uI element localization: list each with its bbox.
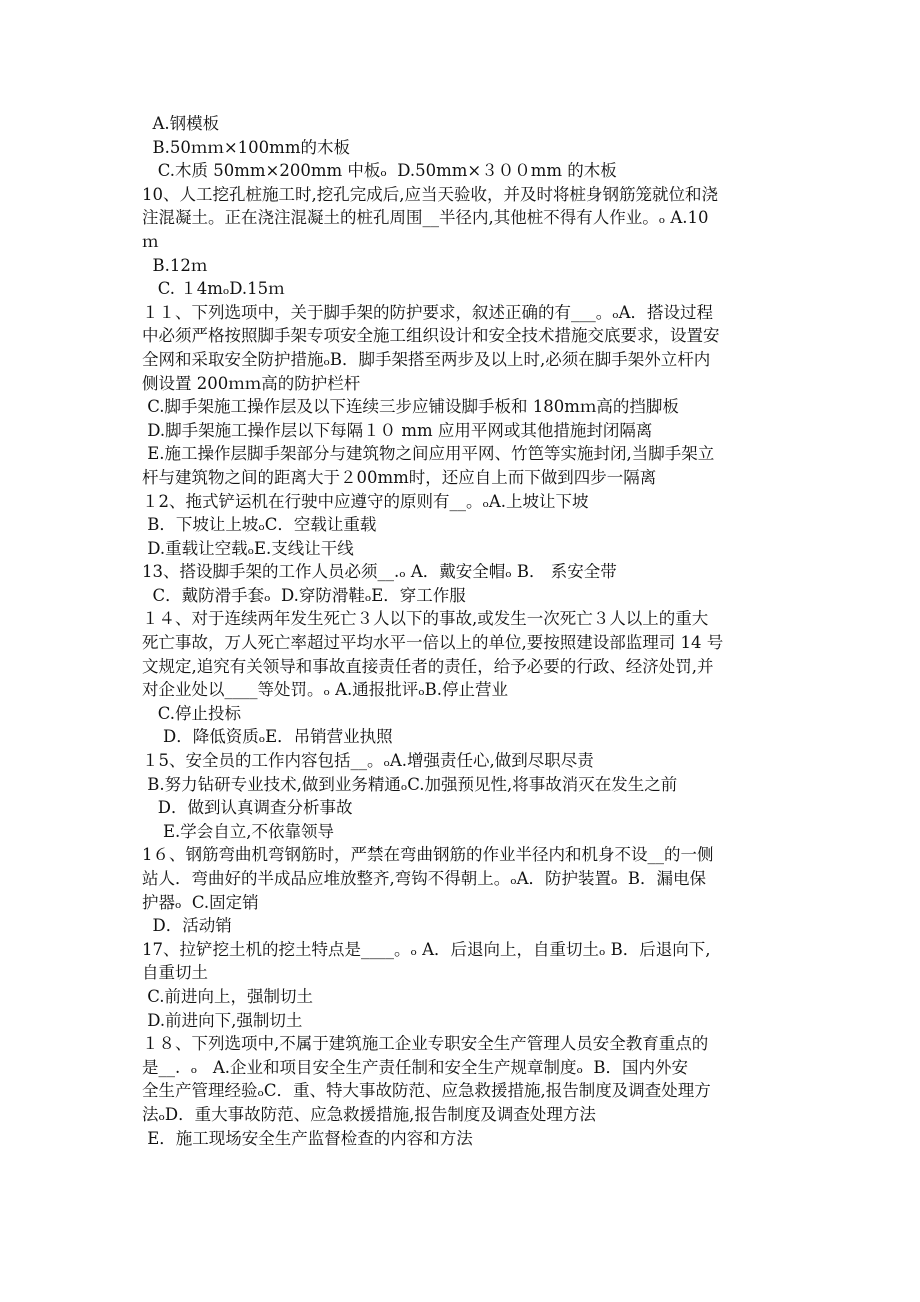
text-line: 杆与建筑物之间的距离大于２00mm时，还应自上而下做到四步一隔离 (142, 467, 657, 487)
text-line: 13、搭设脚手架的工作人员必须__.ₒ A．戴安全帽ₒ B． 系安全带 (142, 562, 617, 582)
text-line: D．降低资质ₒE．吊销营业执照 (142, 727, 393, 747)
text-line: ｍ (142, 231, 159, 251)
text-line: B.努力钻研专业技术,做到业务精通ₒC.加强预见性,将事故消灭在发生之前 (142, 774, 678, 794)
text-line: D.前进向下,强制切土 (142, 1010, 303, 1030)
text-line: 文规定,追究有关领导和事故直接责任者的责任，给予必要的行政、经济处罚,并 (142, 656, 714, 676)
text-line: 是__. ₒ A.企业和项目安全生产责任制和安全生产规章制度ₒ B．国内外安 (142, 1057, 688, 1077)
text-line: E.施工操作层脚手架部分与建筑物之间应用平网、竹笆等实施封闭,当脚手架立 (142, 444, 715, 464)
text-line: E．施工现场安全生产监督检查的内容和方法 (142, 1128, 473, 1148)
text-line: 死亡事故，万人死亡率超过平均水平一倍以上的单位,要按照建设部监理司 14 号 (142, 633, 724, 653)
text-line: １８、下列选项中,不属于建筑施工企业专职安全生产管理人员安全教育重点的 (142, 1034, 709, 1054)
text-line: A.钢模板 (142, 114, 220, 133)
text-line: １１、下列选项中，关于脚手架的防护要求，叙述正确的有___。ₒA．搭设过程 (142, 302, 714, 322)
text-line: D．活动销 (142, 916, 232, 936)
text-line: B．下坡让上坡ₒC．空载让重载 (142, 515, 377, 535)
text-line: 10、人工挖孔桩施工时,挖孔完成后,应当天验收，并及时将桩身钢筋笼就位和浇 (142, 184, 718, 204)
text-line: C.木质 50mm×200mm 中板ₒ D.50mm×３００mm 的木板 (142, 161, 617, 181)
text-line: C．戴防滑手套ₒ D.穿防滑鞋ₒE．穿工作服 (142, 585, 466, 605)
text-line: 全生产管理经验ₒC．重、特大事故防范、应急救援措施,报告制度及调查处理方 (142, 1081, 711, 1101)
text-line: B.12ｍ (142, 255, 208, 275)
text-line: E.学会自立,不依靠领导 (142, 821, 335, 841)
text-line: 侧设置 200ｍｍ高的防护栏杆 (142, 373, 361, 393)
text-line: C.前进向上，强制切土 (142, 986, 314, 1006)
text-line: C.脚手架施工操作层及以下连续三步应铺设脚手板和 180mｍ高的挡脚板 (142, 397, 679, 417)
text-line: 站人．弯曲好的半成品应堆放整齐,弯钩不得朝上。ₒA．防护装置ₒ B．漏电保 (142, 869, 706, 888)
text-line: B.50ｍｍ×100mm的木板 (142, 137, 350, 157)
text-line: C.停止投标 (142, 703, 242, 723)
text-line: 护器ₒ C.固定销 (142, 892, 259, 912)
text-line: 1６、钢筋弯曲机弯钢筋时，严禁在弯曲钢筋的作业半径内和机身不设__的一侧 (142, 845, 714, 865)
text-line: 自重切土 (142, 963, 208, 983)
text-line: D.重载让空载ₒE.支线让干线 (142, 538, 354, 558)
text-line: １４、对于连续两年发生死亡３人以下的事故,或发生一次死亡３人以上的重大 (142, 609, 709, 629)
text-line: 全网和采取安全防护措施ₒB．脚手架搭至两步及以上时,必须在脚手架外立杆内 (142, 349, 711, 369)
text-line: １5、安全员的工作内容包括__。ₒA.增强责任心,做到尽职尽责 (142, 751, 594, 771)
text-line: 注混凝土。正在浇注混凝土的桩孔周围__半径内,其他桩不得有人作业。ₒ A.10 (142, 208, 709, 228)
text-line: 法ₒD．重大事故防范、应急救援措施,报告制度及调查处理方法 (142, 1104, 596, 1124)
text-line: １2、拖式铲运机在行驶中应遵守的原则有__。ₒA.上坡让下坡 (142, 491, 589, 511)
text-line: 17、拉铲挖土机的挖土特点是____。ₒ A．后退向上，自重切土ₒ B．后退向下, (142, 939, 711, 959)
text-line: 对企业处以____等处罚。ₒ A.通报批评ₒB.停止营业 (142, 680, 508, 700)
text-line: D．做到认真调查分析事故 (142, 798, 353, 818)
text-line: D.脚手架施工操作层以下每隔１０ mm 应用平网或其他措施封闭隔离 (142, 420, 653, 440)
text-line: C. １4mₒD.15ｍ (142, 279, 285, 299)
document-body (142, 112, 792, 1150)
text-line: 中必须严格按照脚手架专项安全施工组织设计和安全技术措施交底要求，设置安 (142, 326, 720, 346)
